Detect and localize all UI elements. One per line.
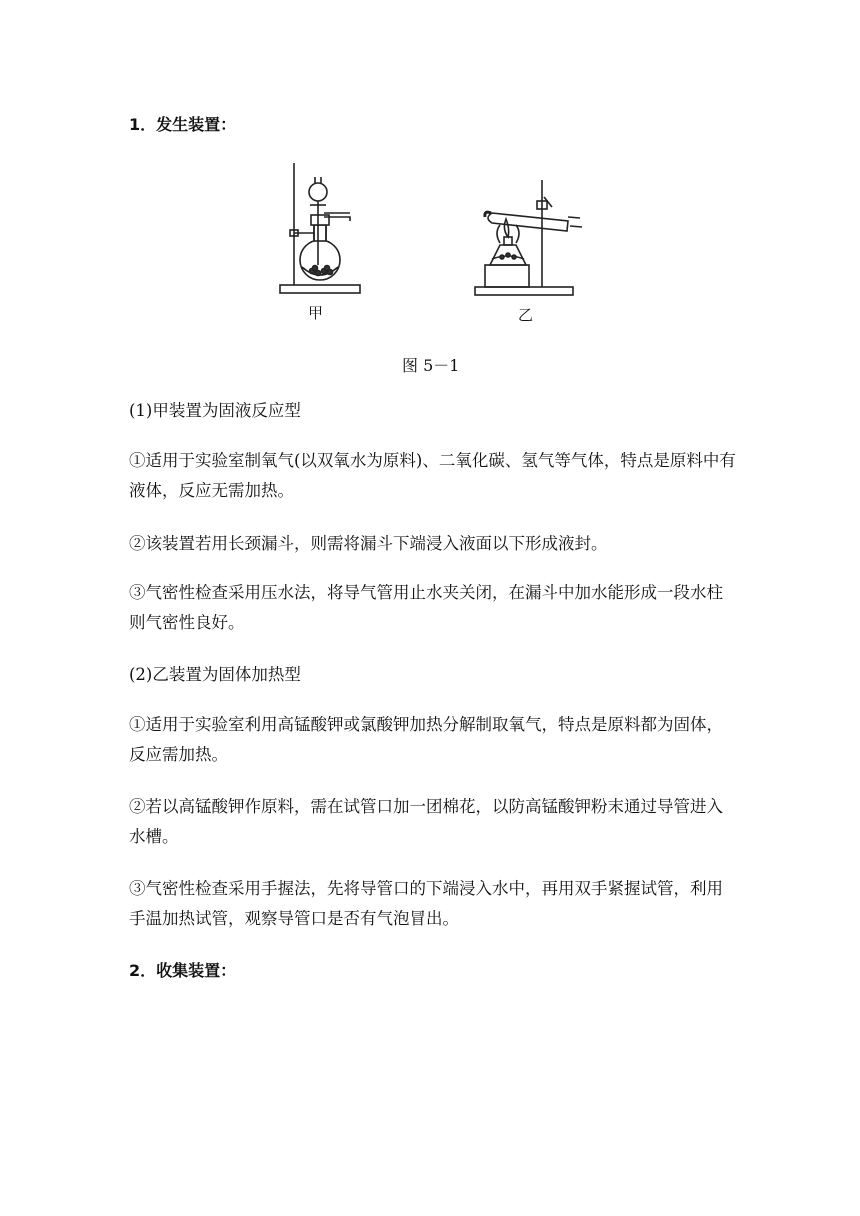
paragraph-yi-point-3: ③气密性检查采用手握法，先将导管口的下端浸入水中，再用双手紧握试管，利用手温加热试管，观察导管口是否有气泡冒出。 [129, 879, 723, 928]
apparatus-drawing [270, 155, 590, 325]
apparatus-figure [270, 155, 590, 325]
apparatus-yi-drawing [475, 180, 582, 295]
figure-caption: 图 5－1 [402, 356, 460, 375]
section-heading-collection: 2．收集装置： [129, 961, 237, 980]
paragraph-yi-point-1: ①适用于实验室利用高锰酸钾或氯酸钾加热分解制取氧气，特点是原料都为固体，反应需加热。 [129, 715, 723, 764]
paragraph-jia-point-2: ②该装置若用长颈漏斗，则需将漏斗下端浸入液面以下形成液封。 [129, 534, 608, 553]
paragraph-yi-type: (2)乙装置为固体加热型 [129, 665, 301, 684]
figure-label-yi: 乙 [518, 306, 534, 324]
section-heading-generation: 1．发生装置： [129, 115, 237, 134]
apparatus-jia-drawing [280, 163, 360, 293]
paragraph-jia-point-3: ③气密性检查采用压水法，将导气管用止水夹关闭，在漏斗中加水能形成一段水柱则气密性良好。 [129, 583, 723, 632]
paragraph-yi-point-2: ②若以高锰酸钾作原料，需在试管口加一团棉花，以防高锰酸钾粉末通过导管进入水槽。 [129, 797, 723, 846]
paragraph-jia-point-1: ①适用于实验室制氧气(以双氧水为原料)、二氧化碳、氢气等气体，特点是原料中有液体，反应无需加热。 [129, 451, 736, 500]
paragraph-jia-type: (1)甲装置为固液反应型 [129, 401, 301, 420]
figure-label-jia: 甲 [308, 304, 324, 322]
